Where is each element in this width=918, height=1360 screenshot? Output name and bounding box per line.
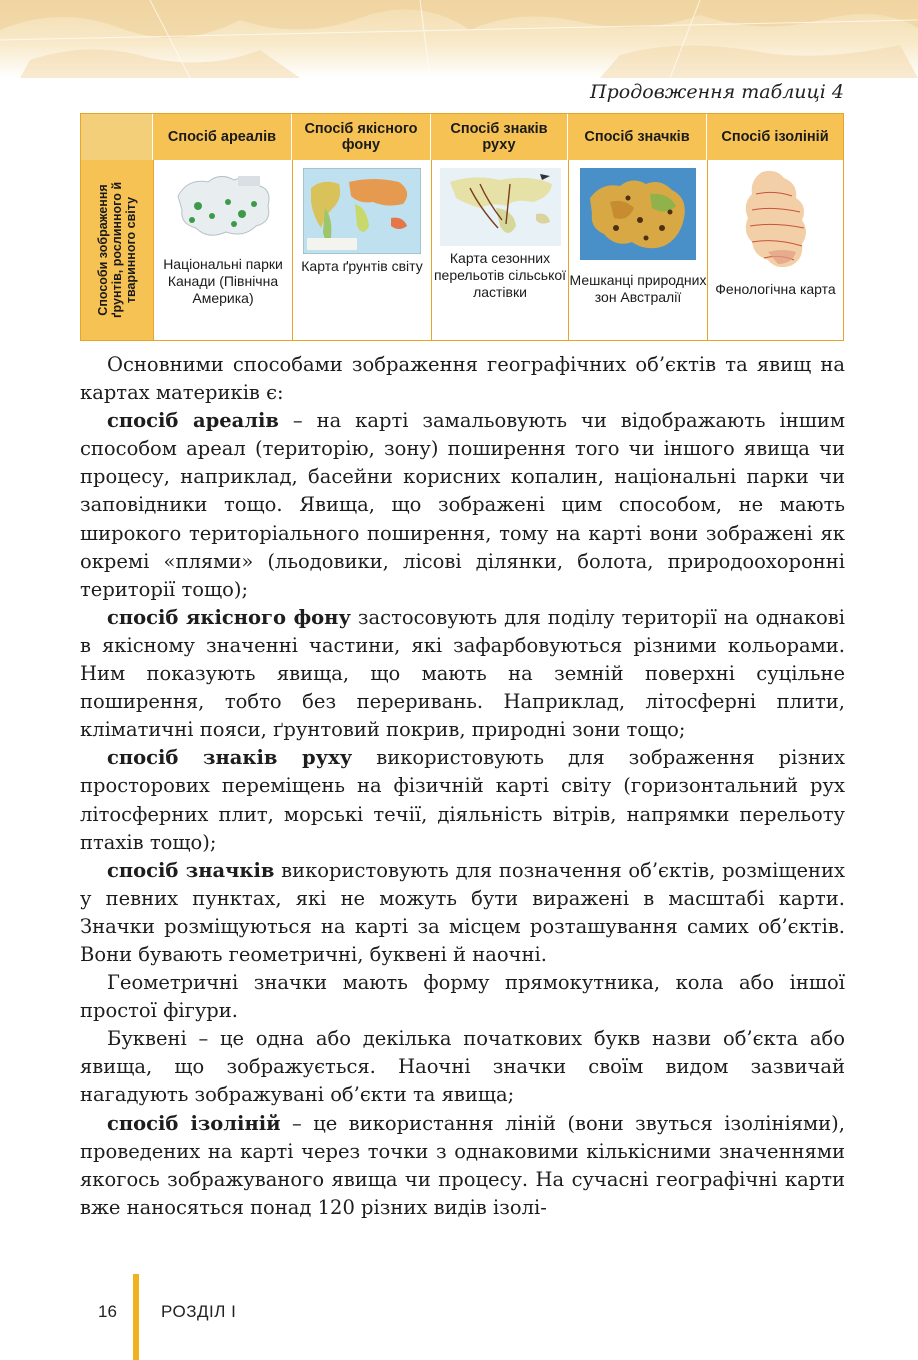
table-continuation-label: Продовження таблиці 4	[590, 81, 844, 103]
paragraph-letter-icons: Буквені – це одна або декілька початкових букв назви об’єкта або явища, що зображується. Наочні значки своїм видом зазвичай нагадують зображувані об’єкти та явища;	[80, 1027, 845, 1107]
column-header-areas: Спосіб ареалів	[153, 114, 292, 160]
swallow-migration-map-image	[440, 168, 561, 246]
table-cell-movement-signs	[431, 160, 568, 340]
footer-accent-bar	[133, 1274, 139, 1360]
paragraph-isolines: спосіб ізоліній – це використання ліній (вони звуться ізолініями), проведених на карті через точки з однаковими кількісними значеннями якогось зображуваного явища чи процесу. На сучасні географічні карти вже наносяться понад 120 різних видів ізолі-	[80, 1111, 845, 1219]
column-header-quality-background: Спосіб якісного фону	[292, 114, 431, 160]
term-areas: спосіб ареалів	[107, 409, 279, 433]
term-icons: спосіб значків	[107, 858, 275, 882]
row-label: Способи зображення ґрунтів, рослинного й тваринного світу	[96, 181, 138, 319]
phenological-map-image	[736, 166, 816, 276]
caption-australia-animals: Мешканці природних зон Австралії	[569, 272, 707, 305]
caption-canada-parks: Національні парки Канади (Північна Америка)	[163, 256, 283, 306]
section-title: РОЗДІЛ I	[161, 1302, 237, 1321]
page-number: 16	[98, 1302, 117, 1321]
caption-phenological-map: Фенологічна карта	[715, 281, 836, 297]
table-cell-isolines	[707, 160, 843, 340]
column-header-movement-signs: Спосіб знаків руху	[431, 114, 568, 160]
table-cell-quality-background	[292, 160, 431, 340]
caption-soil-map: Карта ґрунтів світу	[301, 258, 423, 274]
table-cell-icons	[568, 160, 707, 340]
paragraph-areas: спосіб ареалів – на карті замальовують чи відображають іншим способом ареал (територію, зону) поширення того чи іншого явища чи процесу, наприклад, басейни корисних копалин, національні парки чи заповідники тощо. Явища, що зображені цим способом, не мають широкого територіального поширення, тому на карті вони зображені як окремі «плями» (льодовики, лісові ділянки, болота, природоохоронні території тощо);	[80, 409, 845, 601]
column-header-icons: Спосіб значків	[568, 114, 707, 160]
term-movement-signs: спосіб знаків руху	[107, 746, 353, 770]
paragraph-quality-background: спосіб якісного фону застосовують для поділу території на однакові в якісному значенні частини, які зафарбовуються різними кольорами. Ним показують явища, що мають на земній поверхні суцільне поширення, тобто без переривань. Наприклад, літосферні плити, кліматичні пояси, ґрунтовий покрив, природні зони тощо;	[80, 605, 845, 742]
row-label-cell	[81, 160, 153, 340]
paragraph-geometric-icons: Геометричні значки мають форму прямокутника, кола або іншої простої фігури.	[80, 971, 845, 1023]
map-methods-table	[80, 113, 844, 341]
caption-swallow-migration: Карта сезонних перельотів сільської ластівки	[433, 250, 567, 300]
term-quality-background: спосіб якісного фону	[107, 605, 351, 629]
paragraph-movement-signs: спосіб знаків руху використовують для зображення різних просторових переміщень на фізичній карті світу (горизонтальний рух літосферних плит, морські течії, діяльність вітрів, напрямки перельоту птахів тощо);	[80, 746, 846, 854]
column-header-isolines: Спосіб ізоліній	[721, 129, 829, 145]
body-text	[80, 351, 845, 1222]
top-banner	[0, 0, 918, 78]
paragraph-intro: Основними способами зображення географічних об’єктів та явищ на картах материків є:	[80, 353, 845, 405]
paragraph-icons: спосіб значків використовують для позначення об’єктів, розміщених у певних пунктах, які не можуть бути виражені в масштабі карти. Значки розміщуються на карті за місцем розташування самих об’єктів. Вони бувають геометричні, буквені й наочні.	[80, 858, 845, 966]
table-corner-cell	[81, 114, 153, 160]
term-isolines: спосіб ізоліній	[107, 1111, 281, 1135]
australia-animals-map-image	[580, 168, 696, 260]
world-map-decoration	[0, 0, 918, 78]
world-soil-map-image	[303, 168, 421, 254]
table-header-row	[81, 114, 843, 160]
table-cell-areas	[153, 160, 292, 340]
canada-parks-map-image	[168, 166, 280, 252]
